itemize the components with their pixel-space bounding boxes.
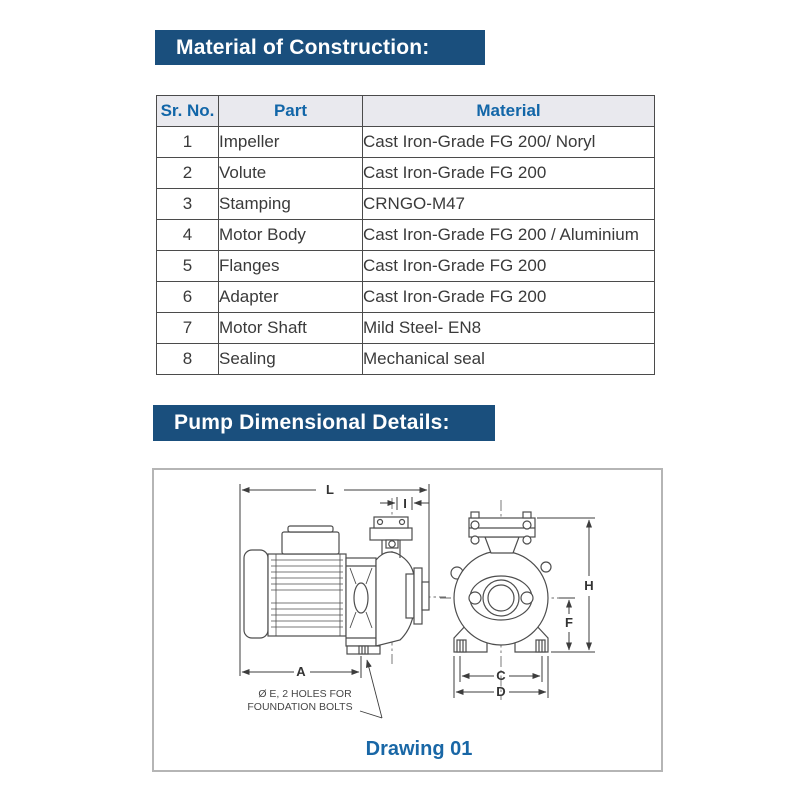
front-left-foot-bolt (457, 640, 466, 652)
materials-title-text: Material of Construction: (176, 35, 430, 59)
header-sr-no: Sr. No. (157, 96, 219, 127)
cell-material: Mechanical seal (363, 344, 655, 375)
dim-label-l: L (326, 482, 334, 497)
cell-part: Adapter (219, 282, 363, 313)
cell-sr: 1 (157, 127, 219, 158)
header-part: Part (219, 96, 363, 127)
dimensions-title-text: Pump Dimensional Details: (174, 411, 450, 434)
cell-material: Cast Iron-Grade FG 200 / Aluminium (363, 220, 655, 251)
table-row (157, 282, 655, 313)
cell-part: Motor Shaft (219, 313, 363, 344)
cell-sr: 6 (157, 282, 219, 313)
drawing-caption: Drawing 01 (365, 738, 473, 760)
table-header-row (157, 96, 655, 127)
dim-label-c: C (496, 668, 506, 683)
flange-bolt-hole-right (521, 592, 533, 604)
front-right-foot-bolt (536, 640, 545, 652)
flange-bolt-hole-left (469, 592, 481, 604)
terminal-box-lid (288, 526, 333, 532)
cell-sr: 8 (157, 344, 219, 375)
cell-material: Cast Iron-Grade FG 200 (363, 251, 655, 282)
cell-sr: 5 (157, 251, 219, 282)
discharge-port-inner (488, 585, 514, 611)
table-row (157, 127, 655, 158)
pump-side-view (244, 498, 446, 664)
cell-part: Volute (219, 158, 363, 189)
cell-material: Cast Iron-Grade FG 200/ Noryl (363, 127, 655, 158)
terminal-box (282, 532, 339, 554)
cell-material: CRNGO-M47 (363, 189, 655, 220)
cell-part: Impeller (219, 127, 363, 158)
cell-sr: 4 (157, 220, 219, 251)
dim-label-i: I (403, 496, 407, 511)
table-row (157, 251, 655, 282)
materials-table (156, 95, 655, 375)
cell-part: Flanges (219, 251, 363, 282)
table-row (157, 344, 655, 375)
table-row (157, 158, 655, 189)
dim-label-a: A (296, 664, 306, 679)
cell-sr: 2 (157, 158, 219, 189)
shaft-seal (354, 583, 368, 613)
suction-neck-front (485, 537, 519, 553)
foundation-bolt-leader (367, 660, 382, 718)
foundation-note-line1: Ø E, 2 HOLES FOR (258, 688, 352, 700)
pump-drawing-svg (154, 470, 661, 770)
cell-material: Cast Iron-Grade FG 200 (363, 282, 655, 313)
foundation-bolt (359, 646, 368, 654)
suction-flange-side (370, 528, 412, 540)
cell-part: Sealing (219, 344, 363, 375)
motor-end-cap (244, 550, 268, 638)
header-material: Material (363, 96, 655, 127)
foundation-note-line2: FOUNDATION BOLTS (247, 701, 353, 713)
table-row (157, 313, 655, 344)
cell-sr: 3 (157, 189, 219, 220)
dimensions-section-title (153, 405, 495, 441)
materials-section-title (155, 30, 485, 65)
table-row (157, 220, 655, 251)
cell-part: Motor Body (219, 220, 363, 251)
pump-dimensional-drawing (152, 468, 663, 772)
dim-label-f: F (565, 615, 573, 630)
discharge-flange-side (406, 568, 429, 624)
cell-part: Stamping (219, 189, 363, 220)
cell-material: Cast Iron-Grade FG 200 (363, 158, 655, 189)
cell-material: Mild Steel- EN8 (363, 313, 655, 344)
cell-sr: 7 (157, 313, 219, 344)
dim-label-h: H (584, 578, 594, 593)
dim-label-d: D (496, 684, 506, 699)
table-row (157, 189, 655, 220)
